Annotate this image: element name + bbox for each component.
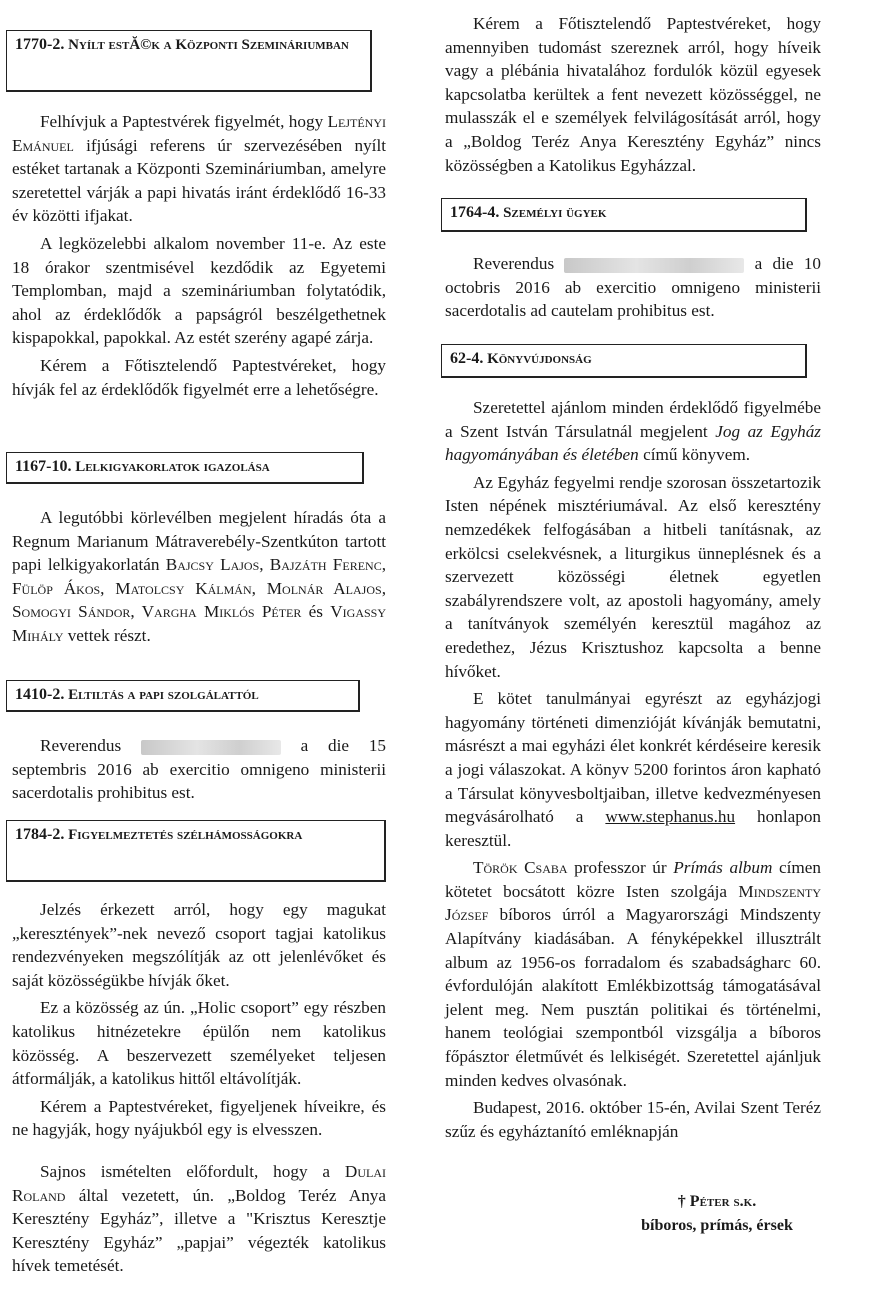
signature-title: bíboros, prímás, érsek [641,1217,793,1234]
section-1764-4-body [445,252,821,323]
person-name: Mindszenty József [445,881,822,925]
heading-number: 1770-2. [15,36,65,53]
album-title: Prímás album [673,858,773,878]
heading-title: Személyi ügyek [503,205,607,221]
paragraph: Ez a közösség az ún. „Holic csoport” egy részben katolikus hitnézetekre épülőn nem katolikus közösség. A beszervezett személyeket teljesen átformálják, a katolikus hittől eltávolítják. [12,998,386,1089]
heading-number: 1167-10. [15,458,72,475]
person-name: Vigassy Mihály [12,602,387,645]
paragraph: A legközelebbi alkalom november 11-e. Az este 18 órakor szentmisével kezdődik az Egyetemi Templomban, majd a szemináriumban folytatódik, ahol az érdeklődők a papságról beszélgethetnek kispapokkal, papokkal. Az estét szerény agapé zárja. [12,233,386,348]
heading-title: Eltiltás a papi szolgálattól [68,687,259,703]
section-1410-2-body [12,734,386,805]
paragraph: Reverendus a die 10 octobris 2016 ab exercitio omnigeno ministerii sacerdotalis ad cautelam prohibitus est. [445,254,822,321]
heading-62-4 [441,344,807,378]
dateline-text: Budapest, 2016. október 15-én, Avilai Szent Teréz szűz és egyháztanító emléknapján [445,1098,821,1141]
signature-block [597,1190,837,1238]
heading-title: Figyelmeztetés szélhámosságokra [68,827,303,843]
book-title: Jog az Egyház hagyományában és életében [445,421,821,465]
paragraph: Az Egyház fegyelmi rendje szorosan összetartozik Isten népének misztériumával. Az első keresztény nemzedékek felfogásában a hitbeli tanításnak, az erkölcsi cselekvésnek, a liturgikus ünneplésnek és a szervezett közösségi életnek egyetlen szabályrendszere volt, az apostoli hagyomány, amely a tanítványok személyén keresztül magához az eredethez, Jézus Krisztushoz kapcsolta a benne hívőket. [445,472,821,681]
heading-number: 1784-2. [15,826,65,843]
dateline [445,1096,821,1143]
person-name: Lejtényi Emánuel [12,112,386,155]
paragraph: Sajnos ismételten előfordult, hogy a Dulai Roland által vezetett, ún. „Boldog Teréz Anya Keresztény Egyház”, illetve a "Krisztus Keresztje Keresztény Egyház” „papjai” végezték katolikus hívek temetését. [12,1162,387,1276]
section-1784-2-body-right [445,12,821,177]
person-name: Török Csaba [473,858,568,878]
paragraph: Felhívjuk a Paptestvérek figyelmét, hogy Lejtényi Emánuel ifjúsági referens úr szervezésében nyílt estéket tartanak a Központi Szemináriumban, amelyre szeretettel várják a papi hivatás iránt érdeklődő 16-33 év közötti ifjakat. [12,112,386,226]
heading-1784-2 [6,820,386,882]
heading-1764-4 [441,198,807,232]
person-names: Bajcsy Lajos, Bajzáth Ferenc, Fülöp Ákos, Matolcsy Kálmán, Molnár Alajos, Somogyi Sándor, Vargha Miklós Péter [12,555,386,622]
section-1770-2-body [12,110,386,401]
redacted-name [141,740,281,755]
heading-number: 62-4. [450,350,484,367]
heading-title: Lelkigyakorlatok igazolása [75,459,270,475]
heading-1770-2 [6,30,372,92]
paragraph: Szeretettel ajánlom minden érdeklődő figyelmébe a Szent István Társulatnál megjelent Jog az Egyház hagyományában és életében című könyvem. [445,398,821,465]
heading-number: 1410-2. [15,686,65,703]
website-link[interactable]: www.stephanus.hu [605,807,736,827]
paragraph: Kérem a Paptestvéreket, figyeljenek híveikre, és ne hagyják, hogy nyájukból egy is elvesszen. [12,1096,386,1140]
heading-title: Könyvújdonság [487,351,592,367]
paragraph: Török Csaba professzor úr Prímás album címen kötetet bocsátott közre Isten szolgája Mindszenty József bíboros úrról a Magyarországi Mindszenty Alapítvány kiadásában. A fényképekkel illusztrált album az 1956-os forradalom és szabadságharc 60. évfordulóján alakított Emlékbizottság támogatásával jelent meg. Nem pusztán politikai és történelmi, hanem teológiai szempontból vizsgálja a bíboros főpásztor életművét és lelkiségét. Szeretettel ajánljuk minden kedves olvasónak. [445,858,822,1090]
section-62-4-body [445,396,821,1092]
section-1167-10-body [12,506,386,648]
section-1784-2-body-cont [12,1160,386,1278]
signature-name: † Péter s.k. [677,1193,757,1210]
paragraph: E kötet tanulmányai egyrészt az egyházjogi hagyomány történeti dimenzióját kívánják bemutatni, másrészt a mai egyházi élet konkrét kérdéseire keresik a jogi válaszokat. A könyv 5200 forintos áron kapható a Társulat könyvesboltjaiban, illetve kedvezményesen megvásárolható a www.stephanus.hu honlapon keresztül. [445,689,822,850]
paragraph: Kérem a Főtisztelendő Paptestvéreket, hogy amennyiben tudomást szereznek arról, hogy híveik vagy a plébánia hivatalához fordulók közül egyesek kapcsolatba kerültek a fent nevezett közösséggel, ne mulasszák el e személyek felvilágosítását arról, hogy a „Boldog Teréz Anya Keresztény Egyház” nincs közösségben a Katolikus Egyházzal. [445,14,821,175]
heading-number: 1764-4. [450,204,500,221]
section-1784-2-body [12,898,386,1142]
heading-title: Nyílt estĂ©k a Központi Szemináriumban [68,37,349,53]
paragraph: Kérem a Főtisztelendő Paptestvéreket, hogy hívják fel az érdeklődők figyelmét erre a lehetőségre. [12,355,386,399]
person-name: Dulai Roland [12,1162,386,1205]
paragraph: A legutóbbi körlevélben megjelent híradás óta a Regnum Marianum Mátraverebély-Szentkúton tartott papi lelkigyakorlatán Bajcsy Lajos, Bajzáth Ferenc, Fülöp Ákos, Matolcsy Kálmán, Molnár Alajos, Somogyi Sándor, Vargha Miklós Péter és Vigassy Mihály vettek részt. [12,508,387,645]
paragraph: Reverendus a die 15 septembris 2016 ab exercitio omnigeno ministerii sacerdotalis prohibitus est. [12,736,387,803]
heading-1410-2 [6,680,360,712]
paragraph: Jelzés érkezett arról, hogy egy magukat „keresztények”-nek nevező csoport tagjai katolikus rendezvényeken megszólítják az ott jelenlévőket és saját közösségükbe hívják őket. [12,900,386,990]
redacted-name [564,258,744,273]
heading-1167-10 [6,452,364,484]
